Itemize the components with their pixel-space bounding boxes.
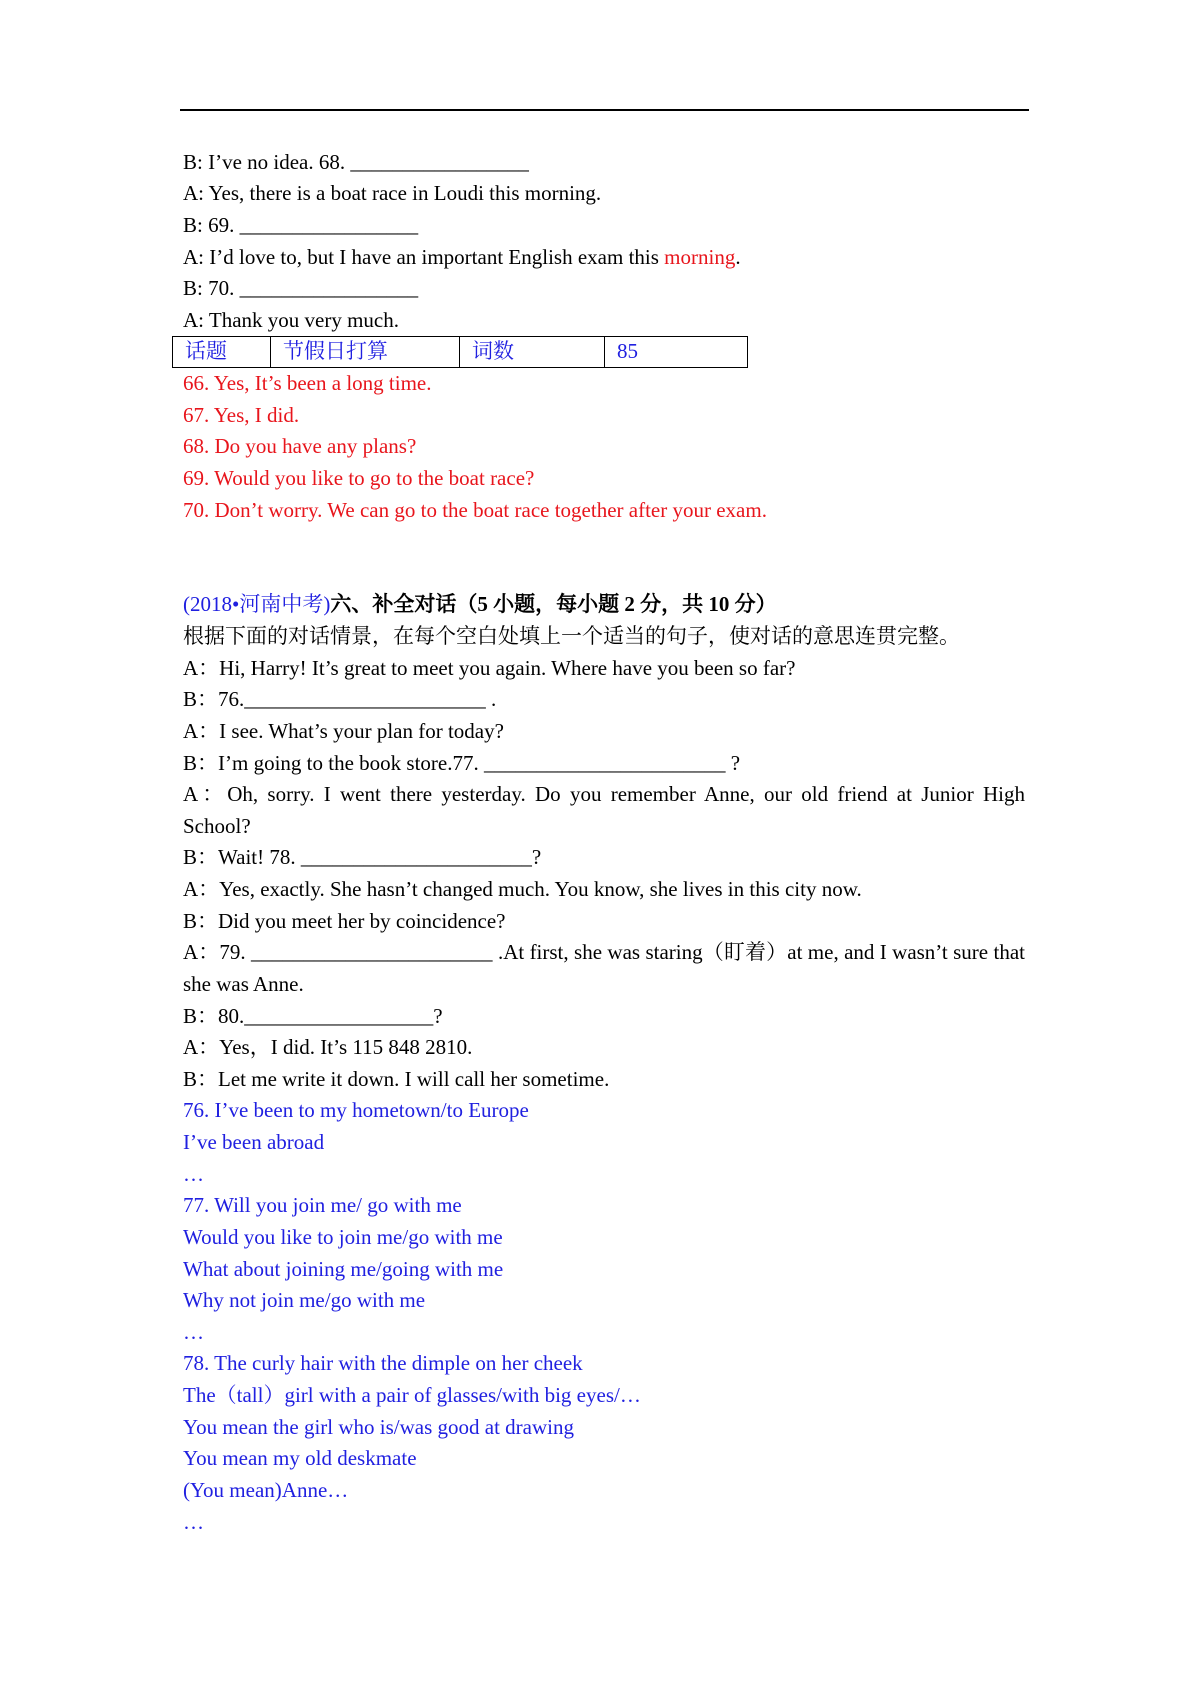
dialogue-line-justified: A：79. _______________________ .At first, she was staring（盯着）at me, and I wasn’t sure that [183,940,1025,965]
dialogue-text-end: . [735,244,741,269]
dialogue-paragraph [183,937,1025,1000]
topic-cell: 节假日打算 [270,337,459,367]
dialogue-line-justified: A：Oh, sorry. I went there yesterday. Do you remember Anne, our old friend at Junior High [183,782,1025,807]
dialogue-2 [183,653,1025,1096]
dialogue-line: B：Let me write it down. I will call her sometime. [183,1066,610,1091]
dialogue-line: B: 70. _________________ [183,276,419,301]
dialogue-line: B：76._______________________ . [183,687,497,712]
dialogue-line: B: I’ve no idea. 68. _________________ [183,149,529,174]
answer-line: 77. Will you join me/ go with me [183,1193,462,1218]
answer-line: 78. The curly hair with the dimple on her cheek [183,1351,583,1376]
dialogue-line: B：Wait! 78. ______________________? [183,845,542,870]
section-2 [183,589,1025,1538]
answers-2 [183,1095,1025,1538]
answer-ellipsis: … [183,1509,204,1534]
answer-ellipsis: … [183,1319,204,1344]
topic-label-cell: 话题 [185,339,227,364]
answer-line: 76. I’ve been to my hometown/to Europe [183,1098,529,1123]
answer-line: 67. Yes, I did. [183,402,300,427]
answer-line: 68. Do you have any plans? [183,434,417,459]
word-count-cell: 85 [604,337,747,367]
dialogue-line: B：80.__________________? [183,1003,443,1028]
answer-line: 66. Yes, It’s been a long time. [183,371,432,396]
dialogue-line: B: 69. _________________ [183,212,419,237]
header-rule [180,109,1029,111]
answer-line: Why not join me/go with me [183,1288,426,1313]
dialogue-line: B：Did you meet her by coincidence? [183,908,506,933]
answer-line: I’ve been abroad [183,1130,325,1155]
answer-line: What about joining me/going with me [183,1256,504,1281]
answer-line: 70. Don’t worry. We can go to the boat race together after your exam. [183,497,767,522]
word-count-label-cell: 词数 [459,337,604,367]
dialogue-line: A：Yes，I did. It’s 115 848 2810. [183,1035,473,1060]
dialogue-line [183,242,1025,274]
dialogue-paragraph [183,779,1025,842]
dialogue-line: A：Hi, Harry! It’s great to meet you again. Where have you been so far? [183,655,796,680]
section-title: 六、补全对话（5 小题，每小题 2 分，共 10 分） [330,592,777,617]
answer-line: The（tall）girl with a pair of glasses/with big eyes/… [183,1383,641,1408]
highlighted-word: morning [664,244,736,269]
dialogue-line-continued: School? [183,813,251,838]
dialogue-1 [183,147,1025,337]
section-instructions: 根据下面的对话情景，在每个空白处填上一个适当的句子，使对话的意思连贯完整。 [183,624,960,649]
answers-1 [183,368,1025,526]
dialogue-text: A: I’d love to, but I have an important English exam this [183,244,665,269]
dialogue-line: A: Thank you very much. [183,307,399,332]
dialogue-line: A：I see. What’s your plan for today? [183,718,504,743]
answer-line: (You mean)Anne… [183,1477,349,1502]
dialogue-line: A：Yes, exactly. She hasn’t changed much. You know, she lives in this city now. [183,877,862,902]
dialogue-line: B：I’m going to the book store.77. _______________________ ? [183,750,741,775]
dialogue-line-continued: she was Anne. [183,971,304,996]
section-source: (2018•河南中考) [183,592,331,617]
document-body [183,147,1025,1539]
answer-line: You mean the girl who is/was good at drawing [183,1414,574,1439]
answer-line: 69. Would you like to go to the boat race? [183,465,535,490]
info-table [172,336,748,368]
dialogue-line: A: Yes, there is a boat race in Loudi this morning. [183,181,602,206]
answer-line: You mean my old deskmate [183,1446,417,1471]
answer-line: Would you like to join me/go with me [183,1224,503,1249]
answer-ellipsis: … [183,1161,204,1186]
section-heading [183,589,1025,621]
